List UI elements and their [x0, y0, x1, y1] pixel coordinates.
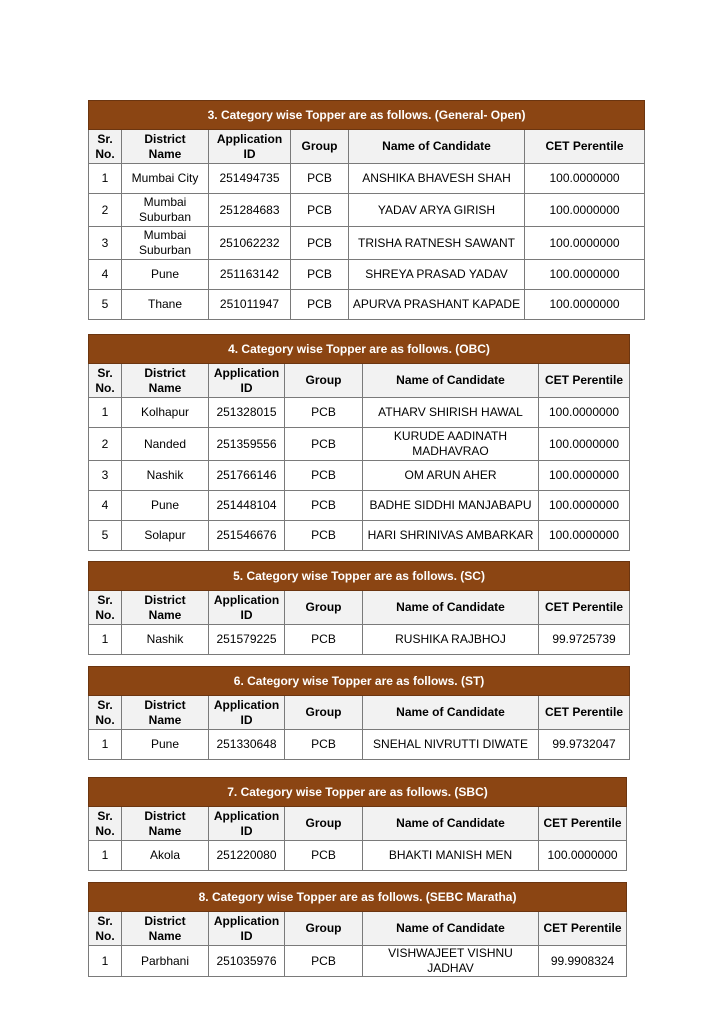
column-header-sr-no: Sr. No. [89, 130, 122, 164]
district-name-cell: Pune [122, 260, 209, 290]
candidate-name-cell: VISHWAJEET VISHNU JADHAV [363, 946, 539, 977]
district-name-cell: Nashik [122, 625, 209, 655]
sr-no-cell: 1 [89, 730, 122, 760]
cet-percentile-cell: 100.0000000 [525, 290, 645, 320]
topper-table [88, 100, 645, 320]
group-cell: PCB [285, 625, 363, 655]
candidate-name-cell: KURUDE AADINATH MADHAVRAO [363, 428, 539, 461]
candidate-name-cell: RUSHIKA RAJBHOJ [363, 625, 539, 655]
topper-table [88, 882, 627, 977]
column-header-district-name: District Name [122, 912, 209, 946]
column-header-group: Group [285, 591, 363, 625]
table-title: 6. Category wise Topper are as follows. (ST) [89, 667, 630, 696]
candidate-name-cell: ATHARV SHIRISH HAWAL [363, 398, 539, 428]
table-row [89, 428, 630, 461]
district-name-cell: Nashik [122, 461, 209, 491]
column-header-cet-percentile: CET Perentile [525, 130, 645, 164]
cet-percentile-cell: 100.0000000 [539, 521, 630, 551]
table-title: 5. Category wise Topper are as follows. (SC) [89, 562, 630, 591]
cet-percentile-cell: 99.9908324 [539, 946, 627, 977]
sr-no-cell: 1 [89, 398, 122, 428]
table-row [89, 227, 645, 260]
column-header-candidate-name: Name of Candidate [363, 912, 539, 946]
table-row [89, 521, 630, 551]
column-header-sr-no: Sr. No. [89, 364, 122, 398]
sr-no-cell: 1 [89, 625, 122, 655]
column-header-application-id: Application ID [209, 364, 285, 398]
application-id-cell: 251579225 [209, 625, 285, 655]
topper-table [88, 334, 630, 551]
sr-no-cell: 2 [89, 194, 122, 227]
table-row [89, 398, 630, 428]
district-name-cell: Parbhani [122, 946, 209, 977]
column-header-cet-percentile: CET Perentile [539, 912, 627, 946]
table-row [89, 491, 630, 521]
candidate-name-cell: ANSHIKA BHAVESH SHAH [349, 164, 525, 194]
column-header-group: Group [291, 130, 349, 164]
district-name-cell: Thane [122, 290, 209, 320]
column-header-candidate-name: Name of Candidate [363, 364, 539, 398]
district-name-cell: Pune [122, 730, 209, 760]
application-id-cell: 251220080 [209, 841, 285, 871]
table-title: 4. Category wise Topper are as follows. (OBC) [89, 335, 630, 364]
sr-no-cell: 5 [89, 521, 122, 551]
column-header-cet-percentile: CET Perentile [539, 807, 627, 841]
district-name-cell: Pune [122, 491, 209, 521]
application-id-cell: 251284683 [209, 194, 291, 227]
column-header-application-id: Application ID [209, 696, 285, 730]
group-cell: PCB [291, 194, 349, 227]
table-row [89, 260, 645, 290]
application-id-cell: 251494735 [209, 164, 291, 194]
topper-table [88, 666, 630, 760]
group-cell: PCB [291, 227, 349, 260]
column-header-candidate-name: Name of Candidate [363, 696, 539, 730]
column-header-cet-percentile: CET Perentile [539, 364, 630, 398]
district-name-cell: Mumbai Suburban [122, 227, 209, 260]
table-row [89, 290, 645, 320]
table-row [89, 946, 627, 977]
group-cell: PCB [285, 521, 363, 551]
column-header-sr-no: Sr. No. [89, 912, 122, 946]
group-cell: PCB [285, 841, 363, 871]
column-header-district-name: District Name [122, 130, 209, 164]
cet-percentile-cell: 100.0000000 [525, 194, 645, 227]
candidate-name-cell: SNEHAL NIVRUTTI DIWATE [363, 730, 539, 760]
application-id-cell: 251448104 [209, 491, 285, 521]
group-cell: PCB [291, 260, 349, 290]
application-id-cell: 251546676 [209, 521, 285, 551]
sr-no-cell: 4 [89, 260, 122, 290]
group-cell: PCB [285, 730, 363, 760]
district-name-cell: Mumbai Suburban [122, 194, 209, 227]
column-header-group: Group [285, 912, 363, 946]
sr-no-cell: 1 [89, 946, 122, 977]
group-cell: PCB [285, 428, 363, 461]
column-header-application-id: Application ID [209, 912, 285, 946]
column-header-district-name: District Name [122, 591, 209, 625]
column-header-district-name: District Name [122, 696, 209, 730]
candidate-name-cell: YADAV ARYA GIRISH [349, 194, 525, 227]
district-name-cell: Akola [122, 841, 209, 871]
column-header-cet-percentile: CET Perentile [539, 591, 630, 625]
application-id-cell: 251062232 [209, 227, 291, 260]
sr-no-cell: 5 [89, 290, 122, 320]
cet-percentile-cell: 100.0000000 [539, 428, 630, 461]
cet-percentile-cell: 100.0000000 [539, 398, 630, 428]
application-id-cell: 251011947 [209, 290, 291, 320]
column-header-candidate-name: Name of Candidate [349, 130, 525, 164]
column-header-group: Group [285, 364, 363, 398]
cet-percentile-cell: 100.0000000 [539, 841, 627, 871]
candidate-name-cell: TRISHA RATNESH SAWANT [349, 227, 525, 260]
application-id-cell: 251163142 [209, 260, 291, 290]
column-header-candidate-name: Name of Candidate [363, 807, 539, 841]
table-row [89, 164, 645, 194]
candidate-name-cell: APURVA PRASHANT KAPADE [349, 290, 525, 320]
cet-percentile-cell: 99.9732047 [539, 730, 630, 760]
application-id-cell: 251035976 [209, 946, 285, 977]
candidate-name-cell: HARI SHRINIVAS AMBARKAR [363, 521, 539, 551]
column-header-application-id: Application ID [209, 591, 285, 625]
column-header-candidate-name: Name of Candidate [363, 591, 539, 625]
group-cell: PCB [285, 946, 363, 977]
sr-no-cell: 4 [89, 491, 122, 521]
column-header-application-id: Application ID [209, 807, 285, 841]
table-row [89, 841, 627, 871]
sr-no-cell: 1 [89, 164, 122, 194]
cet-percentile-cell: 100.0000000 [539, 461, 630, 491]
sr-no-cell: 3 [89, 461, 122, 491]
column-header-cet-percentile: CET Perentile [539, 696, 630, 730]
sr-no-cell: 3 [89, 227, 122, 260]
table-title: 7. Category wise Topper are as follows. (SBC) [89, 778, 627, 807]
group-cell: PCB [285, 491, 363, 521]
district-name-cell: Mumbai City [122, 164, 209, 194]
district-name-cell: Kolhapur [122, 398, 209, 428]
table-title: 3. Category wise Topper are as follows. (General- Open) [89, 101, 645, 130]
candidate-name-cell: BADHE SIDDHI MANJABAPU [363, 491, 539, 521]
table-row [89, 194, 645, 227]
cet-percentile-cell: 100.0000000 [525, 227, 645, 260]
candidate-name-cell: OM ARUN AHER [363, 461, 539, 491]
district-name-cell: Nanded [122, 428, 209, 461]
cet-percentile-cell: 100.0000000 [539, 491, 630, 521]
column-header-district-name: District Name [122, 364, 209, 398]
table-row [89, 730, 630, 760]
cet-percentile-cell: 100.0000000 [525, 260, 645, 290]
cet-percentile-cell: 100.0000000 [525, 164, 645, 194]
candidate-name-cell: SHREYA PRASAD YADAV [349, 260, 525, 290]
table-title: 8. Category wise Topper are as follows. (SEBC Maratha) [89, 883, 627, 912]
application-id-cell: 251328015 [209, 398, 285, 428]
candidate-name-cell: BHAKTI MANISH MEN [363, 841, 539, 871]
column-header-sr-no: Sr. No. [89, 591, 122, 625]
sr-no-cell: 2 [89, 428, 122, 461]
column-header-group: Group [285, 696, 363, 730]
district-name-cell: Solapur [122, 521, 209, 551]
topper-table [88, 777, 627, 871]
column-header-application-id: Application ID [209, 130, 291, 164]
column-header-group: Group [285, 807, 363, 841]
group-cell: PCB [285, 461, 363, 491]
group-cell: PCB [291, 290, 349, 320]
column-header-sr-no: Sr. No. [89, 696, 122, 730]
table-row [89, 461, 630, 491]
column-header-district-name: District Name [122, 807, 209, 841]
sr-no-cell: 1 [89, 841, 122, 871]
group-cell: PCB [285, 398, 363, 428]
group-cell: PCB [291, 164, 349, 194]
application-id-cell: 251359556 [209, 428, 285, 461]
column-header-sr-no: Sr. No. [89, 807, 122, 841]
table-row [89, 625, 630, 655]
application-id-cell: 251766146 [209, 461, 285, 491]
application-id-cell: 251330648 [209, 730, 285, 760]
topper-table [88, 561, 630, 655]
cet-percentile-cell: 99.9725739 [539, 625, 630, 655]
